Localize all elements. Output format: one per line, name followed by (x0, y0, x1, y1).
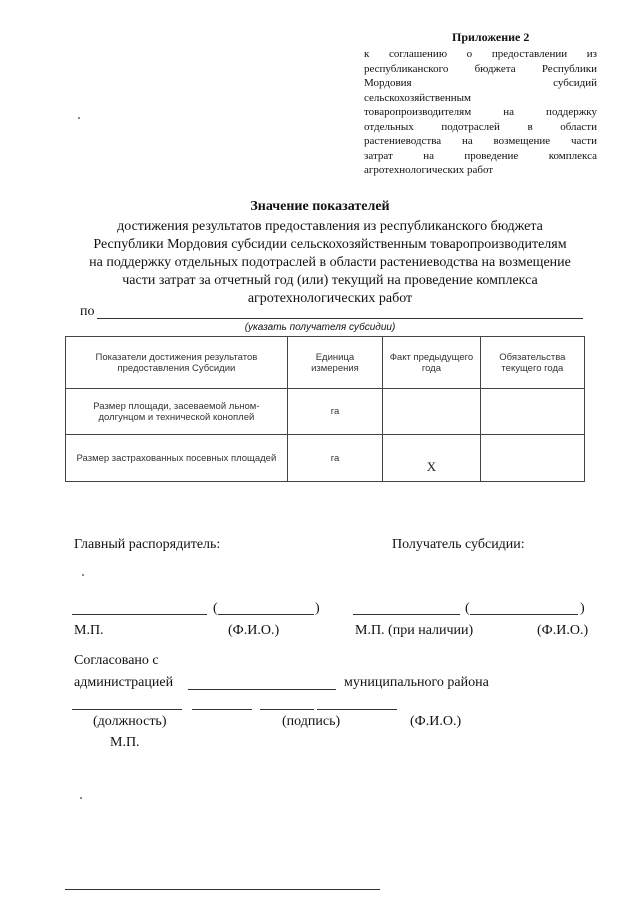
appendix-line: товаропроизводителям на поддержку (364, 106, 597, 118)
signature-line (72, 614, 207, 615)
administration-line (188, 689, 336, 690)
position-line (72, 709, 182, 710)
cell-unit: га (287, 389, 382, 435)
signature-line (260, 709, 314, 710)
appendix-line: агротехнологических работ (364, 164, 494, 176)
stamp-place-if-any: М.П. (при наличии) (355, 623, 474, 638)
recipient-hint: (указать получателя субсидии) (244, 322, 396, 333)
fio-caption: (Ф.И.О.) (228, 623, 280, 638)
cell-obligation (480, 435, 584, 482)
header-obligation: Обязательства текущего года (480, 337, 584, 389)
subtitle-line: Республики Мордовия субсидии сельскохозяйственным товаропроизводителям (93, 237, 567, 252)
appendix-line: Мордовия субсидий (364, 77, 597, 89)
cell-unit: га (287, 435, 382, 482)
bracket-close: ) (580, 601, 585, 616)
municipal-label: муниципального района (344, 675, 489, 690)
document-subtitle (60, 218, 600, 308)
signature-caption: (подпись) (282, 714, 341, 729)
subtitle-line: на поддержку отдельных подотраслей в области растениеводства на возмещение (89, 255, 571, 270)
appendix-title: Приложение 2 (452, 30, 530, 44)
scan-speck (80, 797, 82, 799)
cell-fact: X (383, 435, 481, 482)
main-administrator-title: Главный распорядитель: (74, 537, 221, 552)
recipient-field-line (97, 318, 583, 319)
header-indicator: Показатели достижения результатов предоставления Субсидии (66, 337, 288, 389)
stamp-place: М.П. (110, 735, 140, 750)
fio-line (470, 614, 578, 615)
appendix-line: растениеводства на возмещение части (364, 135, 597, 147)
fio-caption: (Ф.И.О.) (410, 714, 462, 729)
footer-rule (65, 889, 380, 890)
cell-indicator: Размер площади, засеваемой льном-долгунцом и технической коноплей (66, 389, 288, 435)
appendix-line: затрат на проведение комплекса (364, 149, 597, 162)
appendix-line: отдельных подотраслей в области (364, 120, 597, 133)
agreed-label: Согласовано с (74, 653, 159, 668)
bracket-open: ( (465, 601, 470, 616)
table-header-row (66, 337, 585, 389)
bracket-close: ) (315, 601, 320, 616)
administration-label: администрацией (74, 675, 174, 690)
indicators-table (65, 336, 585, 482)
recipient-title: Получатель субсидии: (392, 537, 525, 552)
signature-line (353, 614, 460, 615)
appendix-line: сельскохозяйственным (364, 91, 471, 104)
fio-line (218, 614, 314, 615)
appendix-line: к соглашению о предоставлении из (364, 48, 597, 60)
document-title: Значение показателей (250, 199, 390, 214)
stamp-place: М.П. (74, 623, 104, 638)
cell-fact (383, 389, 481, 435)
bracket-open: ( (213, 601, 218, 616)
subtitle-line: агротехнологических работ (247, 291, 413, 306)
recipient-label: по (80, 304, 95, 319)
cell-indicator: Размер застрахованных посевных площадей (66, 435, 288, 482)
subtitle-line: части затрат за отчетный год (или) текущий на проведение комплекса (122, 273, 538, 288)
position-caption: (должность) (93, 714, 167, 729)
scan-speck (82, 574, 84, 576)
scan-speck (78, 117, 80, 119)
signature-line (192, 709, 252, 710)
table-row (66, 389, 585, 435)
header-fact: Факт предыдущего года (383, 337, 481, 389)
appendix-line: республиканского бюджета Республики (364, 62, 597, 75)
subtitle-line: достижения результатов предоставления из республиканского бюджета (117, 219, 543, 234)
header-unit: Единица измерения (287, 337, 382, 389)
cell-obligation (480, 389, 584, 435)
appendix-text (364, 47, 597, 178)
fio-line (317, 709, 397, 710)
fio-caption: (Ф.И.О.) (537, 623, 589, 638)
table-row (66, 435, 585, 482)
